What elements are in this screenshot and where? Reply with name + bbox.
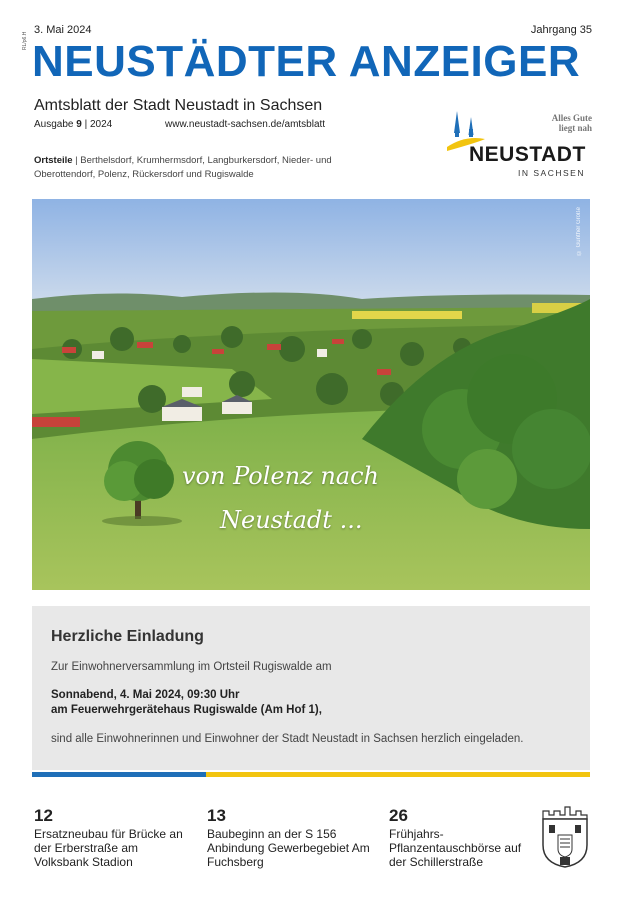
invitation-intro: Zur Einwohnerversammlung im Ortsteil Rugiswalde am [51,661,332,673]
slogan-line-2: liegt nah [558,123,592,133]
teaser-item[interactable] [207,806,377,869]
hero-caption [182,454,512,542]
districts-list [34,154,364,182]
coat-of-arms-icon [540,805,590,869]
masthead-title: NEUSTÄDTER ANZEIGER [32,37,581,86]
hero-caption-line-1: von Polenz nach [182,462,379,490]
subtitle: Amtsblatt der Stadt Neustadt in Sachsen [34,97,323,114]
teaser-text: Ersatzneubau für Brücke an der Erberstraße am Volksbank Stadion [34,827,183,869]
color-stripe [32,772,590,777]
edition-info [34,119,112,130]
volume-number: Jahrgang 35 [530,24,592,36]
districts-lead: Ortsteile [34,155,73,166]
teaser-text: Baubeginn an der S 156 Anbindung Gewerbegebiet Am Fuchsberg [207,827,370,869]
teaser-item[interactable] [389,806,529,869]
edition-number: 9 [76,119,82,130]
teaser-item[interactable] [34,806,194,869]
city-logo-subtitle: IN SACHSEN [518,168,585,178]
issue-date: 3. Mai 2024 [34,24,92,36]
city-logo-name: NEUSTADT [469,143,586,166]
invitation-title: Herzliche Einladung [51,628,204,645]
teaser-page-number: 12 [34,806,53,825]
slogan [530,113,592,133]
hero-landscape-image [32,199,590,590]
website-link[interactable]: www.neustadt-sachsen.de/amtsblatt [165,119,326,130]
teaser-page-number: 13 [207,806,226,825]
invitation-date-time: Sonnabend, 4. Mai 2024, 09:30 Uhr [51,689,240,701]
slogan-line-1: Alles Gute [551,113,592,123]
districts-names: | Berthelsdorf, Krumhermsdorf, Langburkersdorf, Nieder- und Oberottendorf, Polenz, Rückersdorf und Rugiswalde [34,155,332,180]
stripe-yellow [206,772,590,777]
edition-label: Ausgabe [34,119,74,130]
hero-caption-line-2: Neustadt ... [220,506,363,534]
side-code: RL/p6.H [22,31,28,50]
teaser-page-number: 26 [389,806,408,825]
teaser-text: Frühjahrs-Pflanzentauschbörse auf der Schillerstraße [389,827,522,869]
stripe-blue [32,772,206,777]
invitation-location: am Feuerwehrgerätehaus Rugiswalde (Am Hof 1), [51,704,322,716]
photo-credit: © Gunther Große [576,207,582,256]
invitation-box [32,606,590,770]
edition-year: | 2024 [84,119,113,130]
invitation-body: sind alle Einwohnerinnen und Einwohner der Stadt Neustadt in Sachsen herzlich eingeladen. [51,733,524,745]
